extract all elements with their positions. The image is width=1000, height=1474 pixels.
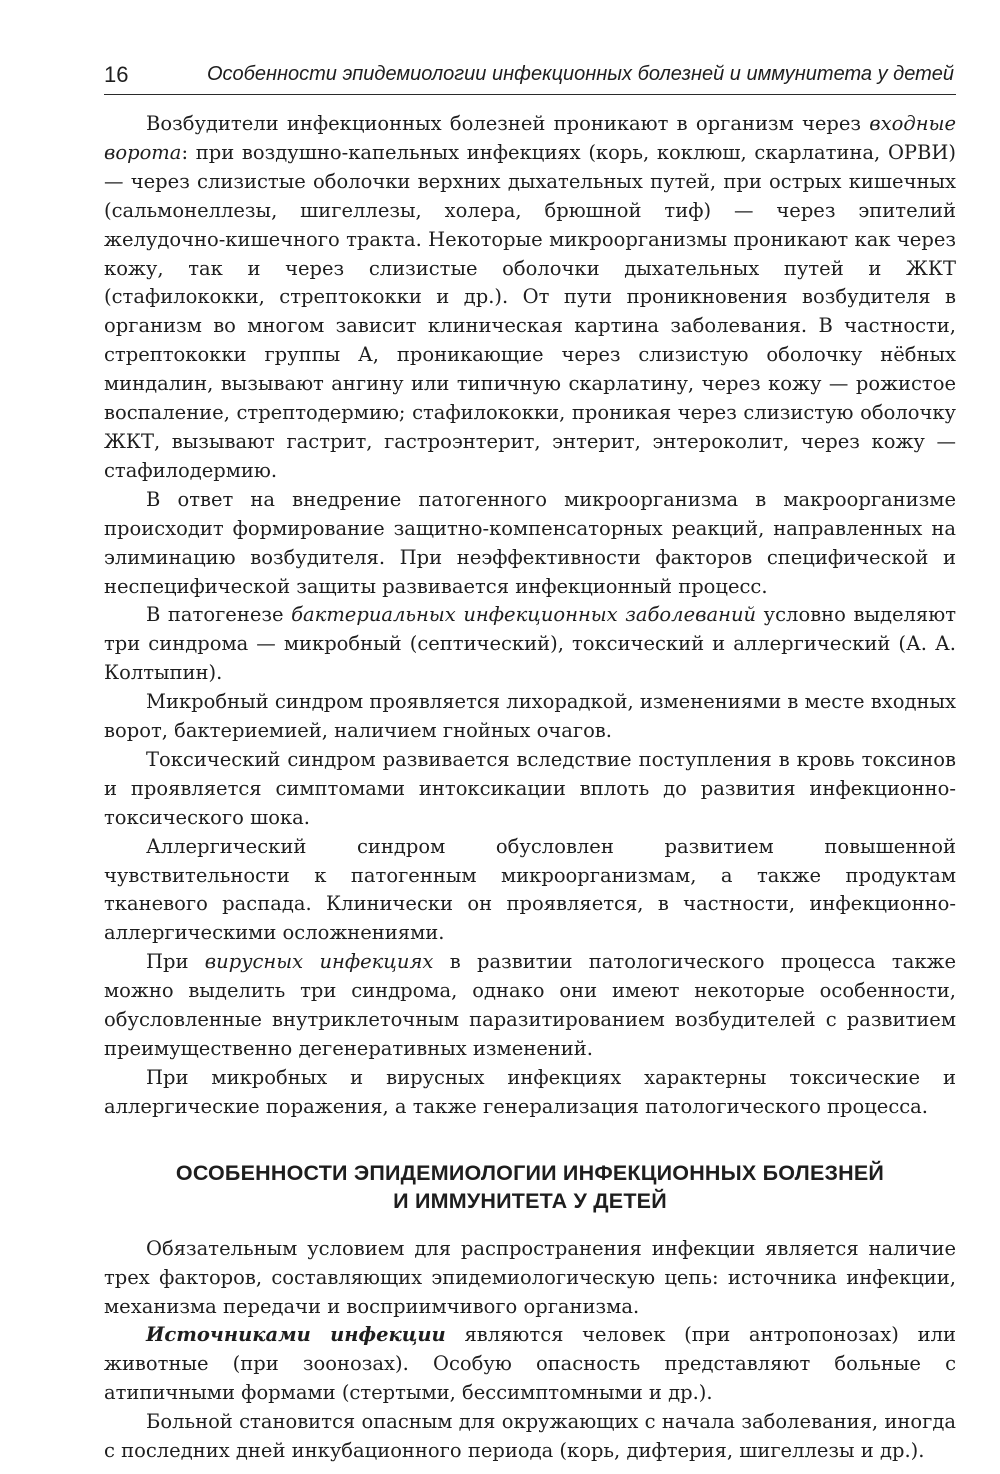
heading-line-2: И ИММУНИТЕТА У ДЕТЕЙ <box>393 1188 667 1213</box>
text-run: Возбудители инфекционных болезней проникают в организм через <box>146 112 870 135</box>
heading-line-1: ОСОБЕННОСТИ ЭПИДЕМИОЛОГИИ ИНФЕКЦИОННЫХ БОЛЕЗНЕЙ <box>175 1160 885 1185</box>
text-run: условно выделяют три синдрома — микробный (септический), токсический и аллергический (А. А. Колтыпин). <box>104 603 956 685</box>
page-header <box>104 60 956 95</box>
text-run: в развитии патологического процесса также можно выделить три синдрома, однако они имеют некоторые особенности, обусловленные внутриклеточным паразитированием возбудителей с развитием преимущественно дегенеративных изменений. <box>104 950 956 1060</box>
running-title: Особенности эпидемиологии инфекционных болезней и иммунитета у детей <box>206 63 954 85</box>
italic-term: вирусных инфекциях <box>204 950 434 974</box>
paragraph-response: В ответ на внедрение патогенного микроорганизма в макроорганизме происходит формирование защитно-компенсаторных реакций, направленных на элиминацию возбудителя. При неэффективности факторов специфической и неспецифической защиты развивается инфекционный процесс. <box>104 487 956 598</box>
paragraph-contagious-period: Больной становится опасным для окружающих с начала заболевания, иногда с последних дней инкубационного периода (корь, дифтерия, шигеллезы и др.). <box>104 1410 956 1463</box>
text-run: При <box>146 950 205 974</box>
paragraph-pathogenesis <box>104 601 956 688</box>
paragraph-viral-infections <box>104 948 956 1064</box>
paragraph-infection-sources <box>104 1321 956 1408</box>
body-text <box>104 110 956 1466</box>
paragraph-allergic-syndrome: Аллергический синдром обусловлен развитием повышенной чувствительности к патогенным микроорганизмам, а также продуктам тканевого распада. Клинически он проявляется, в частности, инфекционно-аллергическими осложнениями. <box>104 834 956 945</box>
bold-italic-term: Источниками инфекции <box>146 1323 446 1347</box>
paragraph-entry-gates <box>104 110 956 486</box>
paragraph-microbial-syndrome: Микробный синдром проявляется лихорадкой, изменениями в месте входных ворот, бактериемией, наличием гнойных очагов. <box>104 690 956 743</box>
paragraph-epidemic-chain: Обязательным условием для распространения инфекции является наличие трех факторов, составляющих эпидемиологическую цепь: источника инфекции, механизма передачи и восприимчивого организма. <box>104 1236 956 1318</box>
italic-term: бактериальных инфекционных заболеваний <box>291 603 757 627</box>
paragraph-generalization: При микробных и вирусных инфекциях характерны токсические и аллергические поражения, а также генерализация патологического процесса. <box>104 1065 956 1118</box>
section-heading <box>104 1159 956 1215</box>
text-run: В патогенезе <box>146 603 292 627</box>
page-number: 16 <box>104 62 129 87</box>
text-run: : при воздушно-капельных инфекциях (корь, коклюш, скарлатина, ОРВИ) — через слизистые оболочки верхних дыхательных путей, при острых кишечных (сальмонеллезы, шигеллезы, холера, брюшной тиф) — через эпителий желудочно-кишечного тракта. Некоторые микроорганизмы проникают как через кожу, так и через слизистые оболочки дыхательных путей и ЖКТ (стафилококки, стрептококки и др.). От пути проникновения возбудителя в организм во многом зависит клиническая картина заболевания. В частности, стрептококки группы А, проникающие через слизистую оболочку нёбных миндалин, вызывают ангину или типичную скарлатину, через кожу — рожистое воспаление, стрептодермию; стафилококки, проникая через слизистую оболочку ЖКТ, вызывают гастрит, гастроэнтерит, энтерит, энтероколит, через кожу — стафилодермию. <box>104 140 956 482</box>
paragraph-toxic-syndrome: Токсический синдром развивается вследствие поступления в кровь токсинов и проявляется симптомами интоксикации вплоть до развития инфекционно-токсического шока. <box>104 747 956 829</box>
text-run: являются человек (при антропонозах) или животные (при зоонозах). Особую опасность представляют больные с атипичными формами (стертыми, бессимптомными и др.). <box>104 1323 956 1405</box>
italic-term: входные ворота <box>104 112 956 164</box>
